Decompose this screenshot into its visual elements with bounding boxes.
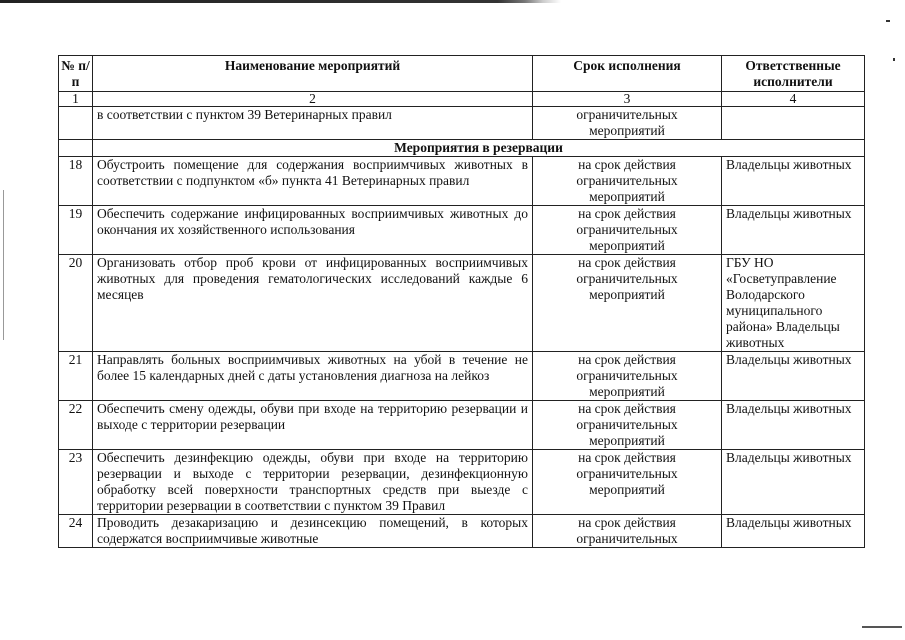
scan-mark [862, 626, 902, 628]
section-empty-cell [59, 140, 93, 157]
row-responsible [722, 107, 865, 140]
row-responsible: Владельцы животных [722, 450, 865, 515]
table-row [59, 157, 865, 206]
continuation-row [59, 107, 865, 140]
header-num: № п/п [59, 56, 93, 92]
scan-mark [893, 58, 895, 61]
row-number: 19 [59, 206, 93, 255]
header-term: Срок исполнения [533, 56, 722, 92]
row-action: Направлять больных восприимчивых животных на убой в течение не более 15 календарных дней с даты установления диагноза на лейкоз [93, 352, 533, 401]
row-term: на срок действия ограничительных мероприятий [533, 352, 722, 401]
row-number: 21 [59, 352, 93, 401]
table-row [59, 255, 865, 352]
row-action: Обустроить помещение для содержания восприимчивых животных в соответствии с подпунктом «б» пункта 41 Ветеринарных правил [93, 157, 533, 206]
row-action: Обеспечить содержание инфицированных восприимчивых животных до окончания их хозяйственного использования [93, 206, 533, 255]
row-term: на срок действия ограничительных мероприятий [533, 401, 722, 450]
table-row [59, 515, 865, 548]
row-action: Обеспечить смену одежды, обуви при входе на территорию резервации и выходе с территории резервации [93, 401, 533, 450]
column-number: 3 [533, 92, 722, 107]
row-number: 24 [59, 515, 93, 548]
row-number: 22 [59, 401, 93, 450]
header-row [59, 56, 865, 92]
row-term: на срок действия ограничительных мероприятий [533, 450, 722, 515]
row-responsible: ГБУ НО «Госветуправление Володарского муниципального района» Владельцы животных [722, 255, 865, 352]
table-row [59, 206, 865, 255]
header-resp: Ответственные исполнители [722, 56, 865, 92]
row-action: в соответствии с пунктом 39 Ветеринарных правил [93, 107, 533, 140]
column-number: 4 [722, 92, 865, 107]
table-row [59, 450, 865, 515]
row-term: на срок действия ограничительных мероприятий [533, 255, 722, 352]
row-responsible: Владельцы животных [722, 206, 865, 255]
measures-table [58, 55, 865, 548]
scan-edge-line [0, 0, 905, 3]
row-term: на срок действия ограничительных мероприятий [533, 206, 722, 255]
row-term: ограничительных мероприятий [533, 107, 722, 140]
section-row [59, 140, 865, 157]
section-title: Мероприятия в резервации [93, 140, 865, 157]
row-action: Организовать отбор проб крови от инфицированных восприимчивых животных для проведения гематологических исследований каждые 6 месяцев [93, 255, 533, 352]
scan-mark [886, 20, 890, 22]
row-number: 18 [59, 157, 93, 206]
column-number: 2 [93, 92, 533, 107]
column-number: 1 [59, 92, 93, 107]
row-number [59, 107, 93, 140]
row-number: 23 [59, 450, 93, 515]
row-term: на срок действия ограничительных [533, 515, 722, 548]
row-responsible: Владельцы животных [722, 515, 865, 548]
header-name: Наименование мероприятий [93, 56, 533, 92]
table-row [59, 401, 865, 450]
row-term: на срок действия ограничительных мероприятий [533, 157, 722, 206]
row-number: 20 [59, 255, 93, 352]
row-responsible: Владельцы животных [722, 401, 865, 450]
row-responsible: Владельцы животных [722, 157, 865, 206]
column-numbers-row [59, 92, 865, 107]
row-responsible: Владельцы животных [722, 352, 865, 401]
scan-mark [3, 190, 4, 340]
row-action: Проводить дезакаризацию и дезинсекцию помещений, в которых содержатся восприимчивые животные [93, 515, 533, 548]
table-row [59, 352, 865, 401]
row-action: Обеспечить дезинфекцию одежды, обуви при входе на территорию резервации и выходе с территории резервации, дезинфекционную обработку всей поверхности транспортных средств при выезде с территории резервации в соответствии с пунктом 39 Правил [93, 450, 533, 515]
